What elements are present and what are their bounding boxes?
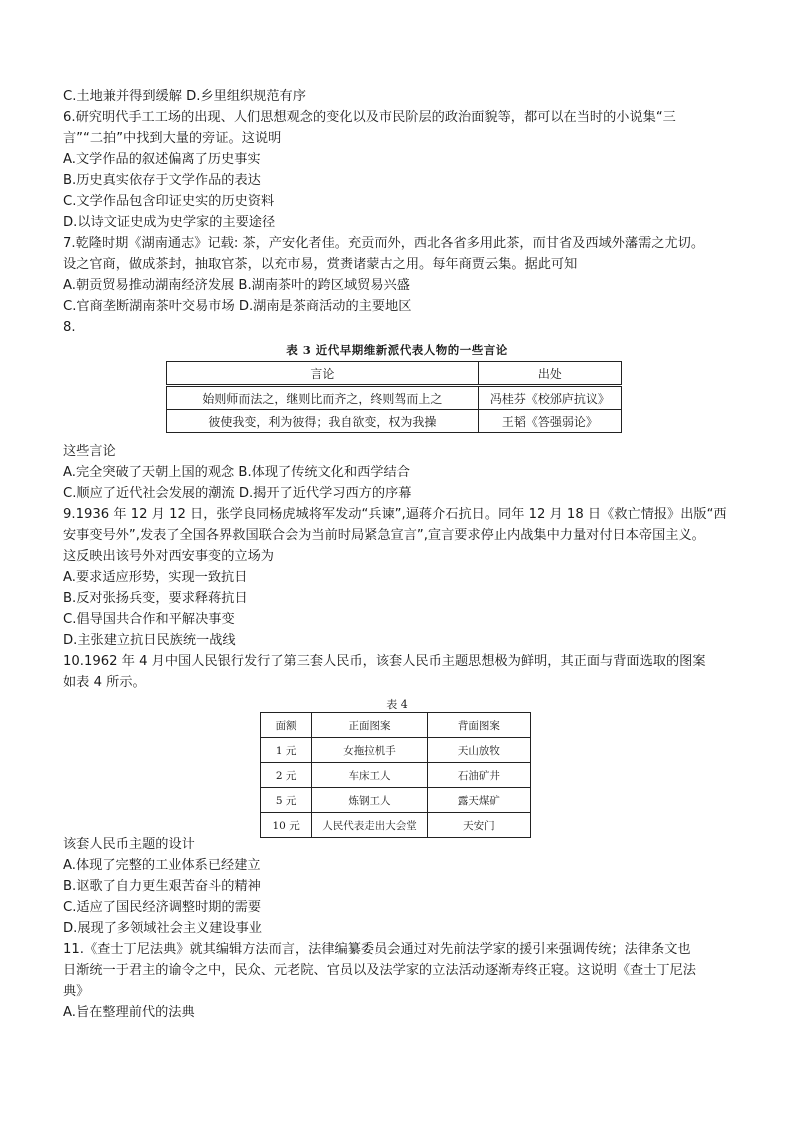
q8-stem: 这些言论 [63, 444, 116, 459]
q5-options-cd: C.土地兼并得到缓解 D.乡里组织规范有序 [63, 89, 306, 104]
q6-option-a: A.文学作品的叙述偏离了历史事实 [63, 152, 261, 167]
q8-options-cd: C.顺应了近代社会发展的潮流 D.揭开了近代学习西方的序幕 [63, 486, 412, 501]
table4 [260, 712, 531, 838]
q6-option-b: B.历史真实依存于文学作品的表达 [63, 173, 261, 188]
q6-option-d: D.以诗文证史成为史学家的主要途径 [63, 215, 276, 230]
q7-stem-line2: 设之官商，做成茶封，抽取官茶，以充市易，赏赉诸蒙古之用。每年商贾云集。据此可知 [63, 257, 578, 272]
table-row [261, 788, 531, 813]
table-cell: 炼钢工人 [312, 788, 428, 813]
table-cell: 王韬《答强弱论》 [478, 410, 621, 433]
table-header: 面额 [261, 713, 312, 738]
table-row [167, 410, 622, 433]
table-header: 出处 [478, 362, 621, 386]
table-header: 背面图案 [427, 713, 530, 738]
q10-stem-line1: 10.1962 年 4 月中国人民银行发行了第三套人民币，该套人民币主题思想极为鲜明，其正面与背面选取的图案 [63, 654, 706, 669]
table-header: 言论 [167, 362, 479, 386]
q10-option-d: D.展现了多领域社会主义建设事业 [63, 921, 262, 936]
table4-caption: 表 4 [386, 698, 408, 711]
table-cell: 1 元 [261, 738, 312, 763]
table-cell: 2 元 [261, 763, 312, 788]
table-header-row [261, 713, 531, 738]
table-header: 正面图案 [312, 713, 428, 738]
table-row [167, 386, 622, 410]
q7-stem-line1: 7.乾隆时期《湖南通志》记载: 茶，产安化者佳。充贡而外，西北各省多用此茶，而甘省及西域外藩需之尤切。 [63, 236, 705, 251]
table3-caption: 表 3 近代早期维新派代表人物的一些言论 [286, 343, 508, 357]
q10-option-a: A.体现了完整的工业体系已经建立 [63, 858, 261, 873]
q10-option-c: C.适应了国民经济调整时期的需要 [63, 900, 262, 915]
q9-option-a: A.要求适应形势，实现一致抗日 [63, 570, 248, 585]
table-cell: 始则师而法之，继则比而齐之，终则驾而上之 [167, 386, 479, 410]
table-cell: 天安门 [427, 813, 530, 838]
table-cell: 冯桂芬《校邠庐抗议》 [478, 386, 621, 410]
q7-options-ab: A.朝贡贸易推动湖南经济发展 B.湖南茶叶的跨区域贸易兴盛 [63, 278, 410, 293]
q11-option-a: A.旨在整理前代的法典 [63, 1005, 195, 1020]
q10-option-b: B.讴歌了自力更生艰苦奋斗的精神 [63, 879, 261, 894]
q11-stem-line1: 11.《查士丁尼法典》就其编辑方法而言，法律编纂委员会通过对先前法学家的援引来强调传统；法律条文也 [63, 942, 691, 957]
table-header-row [167, 362, 622, 386]
table-cell: 女拖拉机手 [312, 738, 428, 763]
table-row [261, 738, 531, 763]
q7-options-cd: C.官商垄断湖南茶叶交易市场 D.湖南是茶商活动的主要地区 [63, 299, 412, 314]
table-cell: 天山放牧 [427, 738, 530, 763]
q9-stem-line3: 这反映出该号外对西安事变的立场为 [63, 549, 274, 564]
q6-stem-line1: 6.研究明代手工工场的出现、人们思想观念的变化以及市民阶层的政治面貌等，都可以在当时的小说集“三 [63, 110, 676, 125]
q11-stem-line2: 日渐统一于君主的谕令之中，民众、元老院、官员以及法学家的立法活动逐渐寿终正寝。这说明《查士丁尼法 [63, 963, 696, 978]
table-row [261, 763, 531, 788]
table-cell: 10 元 [261, 813, 312, 838]
q9-stem-line2: 安事变号外”,发表了全国各界救国联合会为当前时局紧急宣言”,宣言要求停止内战集中力量对付日本帝国主义。 [63, 528, 705, 543]
table-cell: 石油矿井 [427, 763, 530, 788]
table-cell: 彼使我变，利为彼得；我自欲变，权为我操 [167, 410, 479, 433]
table-row [261, 813, 531, 838]
q8-number: 8. [63, 320, 76, 335]
q6-stem-line2: 言”“二拍”中找到大量的旁证。这说明 [63, 131, 282, 146]
table3 [166, 361, 622, 433]
table-cell: 车床工人 [312, 763, 428, 788]
q9-option-c: C.倡导国共合作和平解决事变 [63, 612, 235, 627]
q8-options-ab: A.完全突破了天朝上国的观念 B.体现了传统文化和西学结合 [63, 465, 410, 480]
q11-stem-line3: 典》 [63, 984, 90, 999]
q10-stem-line2: 如表 4 所示。 [63, 675, 146, 690]
table-cell: 人民代表走出大会堂 [312, 813, 428, 838]
table-cell: 露天煤矿 [427, 788, 530, 813]
q9-stem-line1: 9.1936 年 12 月 12 日，张学良同杨虎城将军发动“兵谏”,逼蒋介石抗日。同年 12 月 18 日《救亡情报》出版“西 [63, 507, 727, 522]
q6-option-c: C.文学作品包含印证史实的历史资料 [63, 194, 275, 209]
q9-option-b: B.反对张扬兵变，要求释蒋抗日 [63, 591, 248, 606]
table-cell: 5 元 [261, 788, 312, 813]
q10-stem-line3: 该套人民币主题的设计 [63, 837, 195, 852]
q9-option-d: D.主张建立抗日民族统一战线 [63, 633, 236, 648]
